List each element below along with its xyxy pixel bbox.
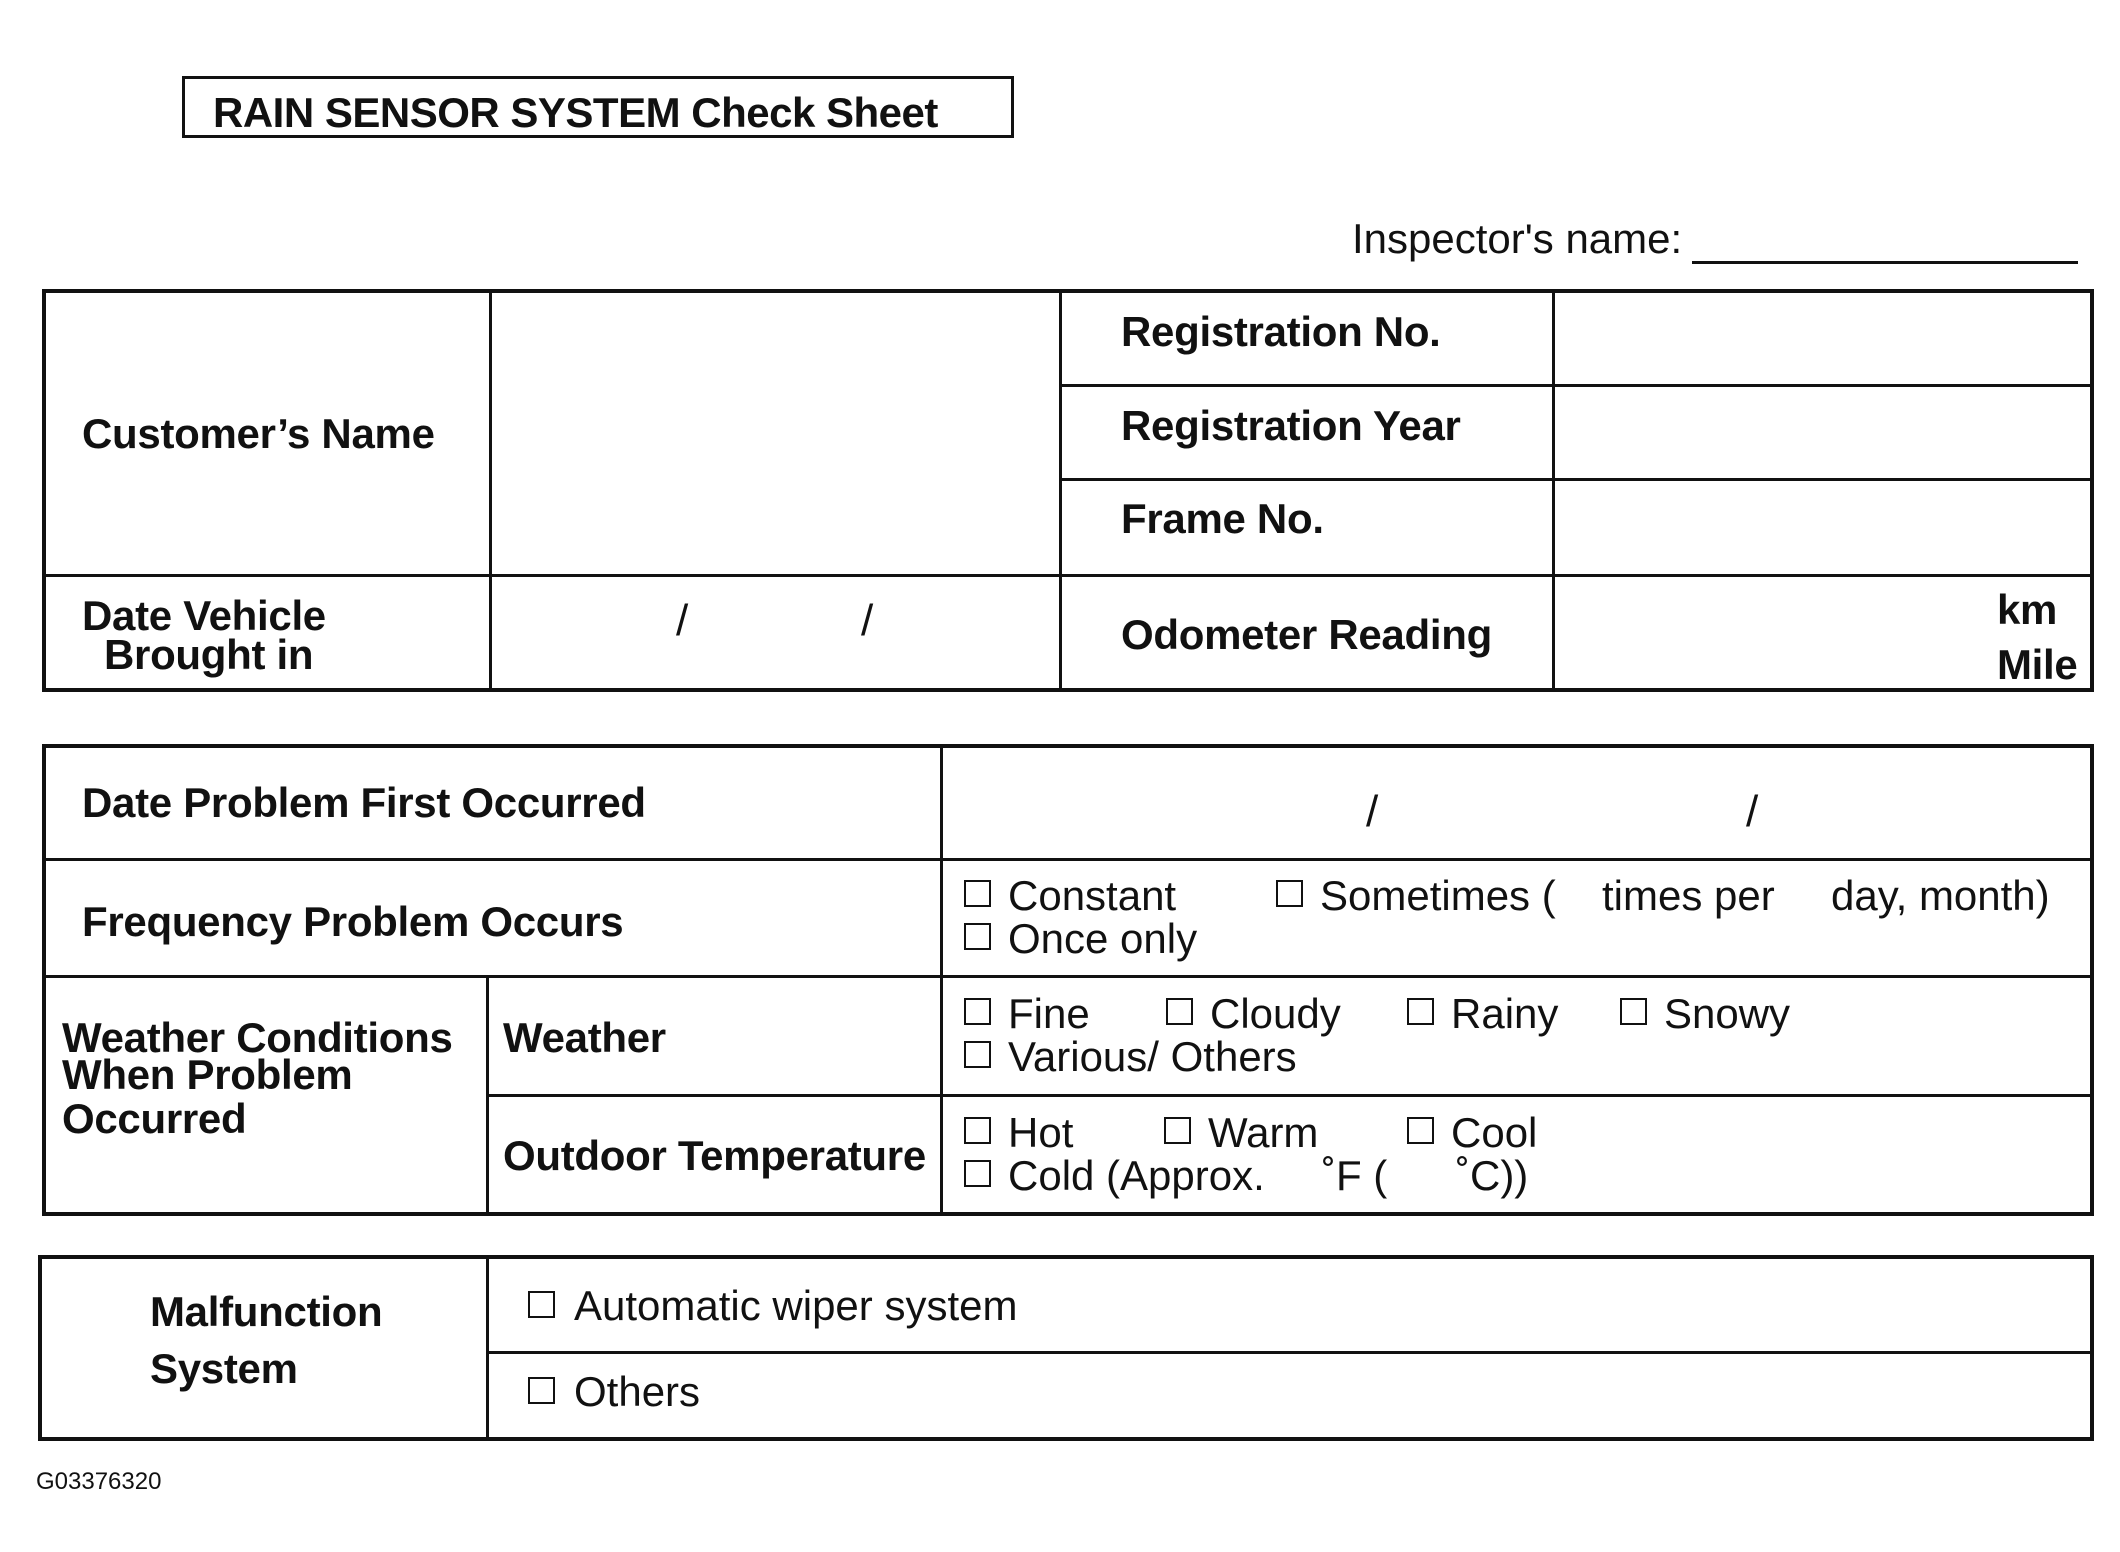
customer-name-field[interactable] <box>493 293 1059 574</box>
rainy-checkbox[interactable] <box>1407 998 1434 1025</box>
cool-checkbox[interactable] <box>1407 1117 1434 1144</box>
table-divider <box>1059 478 2094 481</box>
table-divider <box>940 748 943 1216</box>
malfunction-system-table <box>38 1255 2094 1441</box>
date-separator: / <box>1366 787 1379 836</box>
table-divider <box>46 975 2094 978</box>
table-divider <box>486 1094 2094 1097</box>
various-others-checkbox[interactable] <box>964 1041 991 1068</box>
malfunction-label-line1: Malfunction <box>150 1288 383 1335</box>
vehicle-info-table <box>42 289 2094 692</box>
odometer-unit-km: km <box>1997 586 2058 633</box>
fine-checkbox[interactable] <box>964 998 991 1025</box>
table-divider <box>1552 293 1555 692</box>
warm-option: Warm <box>1208 1109 1319 1156</box>
once-only-checkbox[interactable] <box>964 923 991 950</box>
registration-year-label: Registration Year <box>1121 402 1461 449</box>
constant-option: Constant <box>1008 872 1177 919</box>
snowy-checkbox[interactable] <box>1620 998 1647 1025</box>
fahrenheit-unit: ˚F ( <box>1322 1152 1388 1199</box>
registration-year-field[interactable] <box>1556 388 2094 478</box>
warm-checkbox[interactable] <box>1164 1117 1191 1144</box>
problem-info-table <box>42 744 2094 1216</box>
frame-no-label: Frame No. <box>1121 495 1324 542</box>
snowy-option: Snowy <box>1664 990 1791 1037</box>
date-brought-in-label-line2: Brought in <box>104 631 314 678</box>
weather-conditions-label-line3: Occurred <box>62 1095 247 1142</box>
inspector-name-label: Inspector's name: <box>1352 215 1683 262</box>
cold-option: Cold (Approx. <box>1008 1152 1265 1199</box>
table-divider <box>46 858 2094 861</box>
times-per-text: times per <box>1602 872 1775 919</box>
date-brought-in-label-line1: Date Vehicle <box>82 592 326 639</box>
date-separator: / <box>861 596 874 645</box>
others-option: Others <box>574 1368 701 1415</box>
frame-no-field[interactable] <box>1556 482 2094 574</box>
cloudy-option: Cloudy <box>1210 990 1341 1037</box>
automatic-wiper-option: Automatic wiper system <box>574 1282 1018 1329</box>
customer-name-label: Customer’s Name <box>82 410 435 457</box>
others-checkbox[interactable] <box>528 1377 555 1404</box>
once-only-option: Once only <box>1008 915 1198 962</box>
automatic-wiper-checkbox[interactable] <box>528 1291 555 1318</box>
table-divider <box>46 574 2094 577</box>
odometer-unit-mile: Mile <box>1997 641 2078 688</box>
weather-label: Weather <box>503 1014 666 1061</box>
cold-checkbox[interactable] <box>964 1160 991 1187</box>
table-divider <box>1059 384 2094 387</box>
table-divider <box>489 293 492 692</box>
sometimes-checkbox[interactable] <box>1276 880 1303 907</box>
outdoor-temperature-label: Outdoor Temperature <box>503 1132 926 1179</box>
fine-option: Fine <box>1008 990 1090 1037</box>
inspector-name-field[interactable] <box>1692 261 2078 264</box>
frequency-label: Frequency Problem Occurs <box>82 898 624 945</box>
date-separator: / <box>676 596 689 645</box>
table-divider <box>486 1259 489 1441</box>
sometimes-option: Sometimes ( <box>1320 872 1556 919</box>
title-box <box>182 76 1014 138</box>
date-separator: / <box>1746 787 1759 836</box>
celsius-unit: ˚C)) <box>1456 1152 1529 1199</box>
hot-checkbox[interactable] <box>964 1117 991 1144</box>
date-first-occurred-label: Date Problem First Occurred <box>82 779 646 826</box>
cloudy-checkbox[interactable] <box>1166 998 1193 1025</box>
figure-id: G03376320 <box>36 1468 162 1495</box>
odometer-label: Odometer Reading <box>1121 611 1492 658</box>
table-divider <box>1059 293 1062 692</box>
weather-conditions-label-line2: When Problem <box>62 1051 353 1098</box>
table-divider <box>486 1351 2094 1354</box>
hot-option: Hot <box>1008 1109 1074 1156</box>
odometer-field[interactable] <box>1556 578 1976 690</box>
weather-conditions-label-line1: Weather Conditions <box>62 1014 453 1061</box>
cool-option: Cool <box>1451 1109 1538 1156</box>
registration-no-field[interactable] <box>1556 293 2094 384</box>
various-others-option: Various/ Others <box>1008 1033 1297 1080</box>
constant-checkbox[interactable] <box>964 880 991 907</box>
malfunction-label-line2: System <box>150 1345 298 1392</box>
registration-no-label: Registration No. <box>1121 308 1441 355</box>
day-month-text: day, month) <box>1831 872 2050 919</box>
rainy-option: Rainy <box>1451 990 1559 1037</box>
page-title: RAIN SENSOR SYSTEM Check Sheet <box>213 89 938 136</box>
